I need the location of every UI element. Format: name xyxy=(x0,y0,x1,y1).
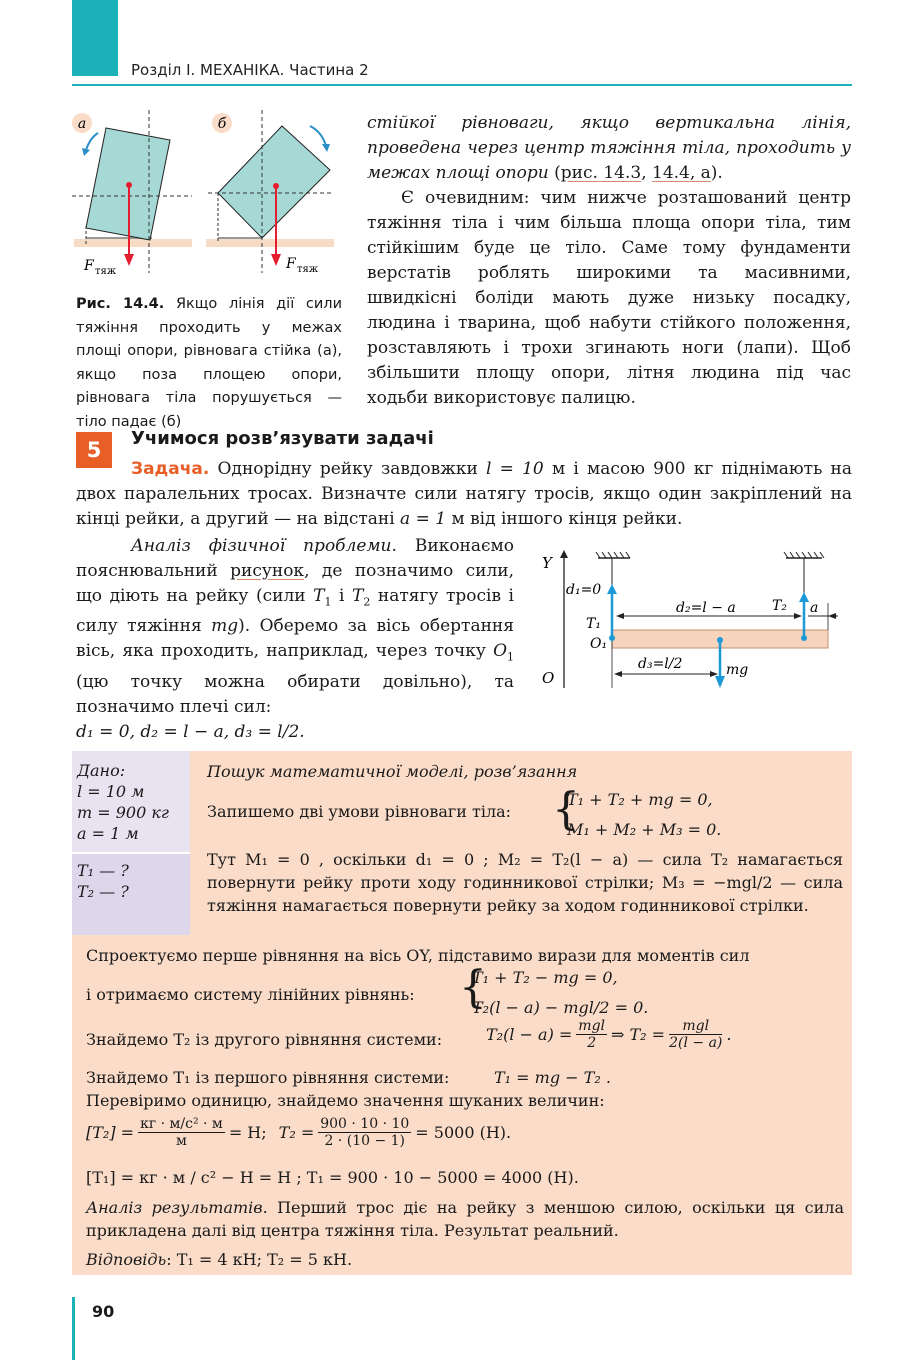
equilibrium-eq-2: M₁ + M₂ + M₃ = 0. xyxy=(567,820,722,839)
moments-text: Тут M₁ = 0 , оскільки d₁ = 0 ; M₂ = T₂(l − a) — сила T₂ намагається повернути рейку проти ходу годинникової стрілки; M₃ = −mgl/2 — сила тяжіння намагається повернути рейку за ходом годинникової стрілки. xyxy=(207,850,843,915)
ground-b xyxy=(206,239,334,247)
header-rule xyxy=(72,84,852,86)
caption-label: Рис. 14.4. xyxy=(76,296,165,312)
chapter-tab xyxy=(72,0,118,76)
T1-label: T₁ xyxy=(586,616,601,632)
origin-label: O xyxy=(542,669,555,687)
figure-caption xyxy=(76,293,342,435)
tension-1-arrow xyxy=(607,584,617,594)
page-number: 90 xyxy=(92,1302,115,1321)
find-list xyxy=(77,860,187,902)
given-a: a = 1 м xyxy=(77,824,139,843)
a-label: a xyxy=(810,600,819,616)
arms-expression: d₁ = 0, d₂ = l − a, d₃ = l/2. xyxy=(76,721,305,742)
rotation-arrow-b xyxy=(322,144,330,152)
obvious-paragraph: Є очевидним: чим нижче розташований центр тяжіння тіла і чим більша площа опори тіла, тим стійкішим буде це тіло. Саме тому фундаменти верстатів роблять широкими та масивними, швидкісні боліди мають дуже низьку посадку, людина і тварина, щоб набути стійкого положення, розставляють і трохи згинають ноги (лапи). Щоб збільшити площу опори, літня людина під час ходьби використовує палицю. xyxy=(367,188,851,408)
units-T2: [T₂] = $\frac{\text{кг · м/с² · м}}{м}$ = Н; T₂ = $\frac{900 \cdot 10 \cdot 10}{2 \cdot (10 - 1)}$ = 5000 (Н). xyxy=(86,1116,512,1149)
mg-label: mg xyxy=(726,662,749,678)
task-label: Задача. xyxy=(131,459,210,479)
svg-text:тяж: тяж xyxy=(297,264,319,275)
task-text: Задача. Однорідну рейку завдовжки l = 10 м і масою 900 кг піднімають на двох паралельних тросах. Визначте сили натягу тросів, якщо один закріплений на кінці рейки, а другий — на відстані a = 1 м від іншого кінця рейки. xyxy=(76,459,853,529)
equilibrium-eq-1: T₁ + T₂ + mg = 0, xyxy=(567,790,713,809)
ref-drawing[interactable]: рисунок xyxy=(230,561,305,581)
gravity-arrow xyxy=(715,676,725,688)
svg-text:F: F xyxy=(84,258,94,274)
page-bar xyxy=(72,1297,75,1360)
T2-label: T₂ xyxy=(772,598,787,614)
d2-label: d₂=l − a xyxy=(676,600,736,616)
T1-expression: T₁ = mg − T₂ . xyxy=(494,1068,611,1087)
ref-fig-14-3[interactable]: рис. 14.3 xyxy=(560,163,642,183)
find-T2: T₂ — ? xyxy=(77,882,129,901)
figure-14-4 xyxy=(72,108,344,288)
find-T2-text: Знайдемо T₂ із другого рівняння системи: xyxy=(86,1030,443,1049)
find-T1: T₁ — ? xyxy=(77,861,129,880)
label-a: а xyxy=(77,116,87,132)
system-intro: і отримаємо систему лінійних рівнянь: xyxy=(86,985,415,1004)
svg-text:F: F xyxy=(286,256,296,272)
system-eq-1: T₁ + T₂ − mg = 0, xyxy=(472,968,618,987)
O1-label: O₁ xyxy=(590,636,608,652)
y-axis-label: Y xyxy=(542,554,552,572)
check-text: Перевіримо одиницю, знайдемо значення шуканих величин: xyxy=(86,1091,605,1110)
units-T1: [T₁] = кг · м / с² − Н = Н ; T₁ = 900 · 10 − 5000 = 4000 (Н). xyxy=(86,1168,579,1187)
running-header: Розділ I. МЕХАНІКА. Частина 2 xyxy=(131,61,369,79)
label-b: б xyxy=(217,116,227,132)
answer: Відповідь: T₁ = 4 кН; T₂ = 5 кН. xyxy=(86,1250,353,1269)
caption-text: Якщо лінія дії сили тяжіння проходить у межах площі опори, рівновага стійка (а), якщо поза площею опори, рівновага тіла порушується — тіло падає (б) xyxy=(76,296,342,430)
ref-fig-14-4[interactable]: 14.4, а xyxy=(652,163,711,183)
given-l: l = 10 м xyxy=(77,782,145,801)
result-analysis: Аналіз результатів. Перший трос діє на рейку з меншою силою, оскільки ця сила прикладена далі від центра тяжіння тіла. Результат реальний. xyxy=(86,1198,844,1240)
given-m: m = 900 кг xyxy=(77,803,170,822)
d3-label: d₃=l/2 xyxy=(638,656,683,672)
stability-rule: стійкої рівноваги, якщо вертикальна лінія, проведена через центр тяжіння тіла, проходить у межах площі опори xyxy=(367,113,851,183)
analysis-paragraph: Аналіз фізичної проблеми. Виконаємо пояснювальний рисунок, де позначимо сили, що діють на рейку (сили $T_1$ і $T_2$ натягу тросів і силу тяжіння mg). Оберемо за вісь обертання вісь, яка проходить, наприклад, через точку $O_1$ (цю точку можна обирати довільно), та позначимо плечі сил: d₁ = 0, d₂ = l − a, d₃ = l/2. xyxy=(76,536,514,742)
solution-title: Пошук математичної моделі, розв’язання xyxy=(207,762,578,781)
section-number-badge: 5 xyxy=(76,432,112,468)
stability-paragraph: стійкої рівноваги, якщо вертикальна лінія, проведена через центр тяжіння тіла, проходить у межах площі опори (рис. 14.3, 14.4, а). Є очевидним: чим нижче розташований центр тяжіння тіла і чим більша площа опори тіла, тим стійкішим буде це тіло. Саме тому фундаменти верстатів роблять широкими та масивними, швидкісні боліди мають дуже низьку посадку, людина і тварина, щоб набути стійкого положення, розставляють і трохи згинають ноги (лапи). Щоб збільшити площу опори, літня людина під час ходьби використовує палицю. xyxy=(367,111,851,411)
block-b xyxy=(218,126,330,238)
d1-label: d₁=0 xyxy=(566,582,602,598)
rotation-arrow-a xyxy=(82,148,90,156)
T2-derivation: T₂(l − a) = $\frac{\text{mgl}}{2}$ ⇒ T₂ = $\frac{\text{mgl}}{2(l - a)}$ . xyxy=(486,1018,732,1051)
equilibrium-intro: Запишемо дві умови рівноваги тіла: xyxy=(207,802,512,821)
given-title: Дано: xyxy=(77,761,126,780)
force-arrow-b xyxy=(271,254,281,266)
svg-text:тяж: тяж xyxy=(95,266,117,277)
rail-diagram xyxy=(538,548,838,698)
system-eq-2: T₂(l − a) − mgl/2 = 0. xyxy=(472,998,649,1017)
given-list xyxy=(77,760,187,844)
tension-2-arrow xyxy=(799,592,809,602)
ground-a xyxy=(74,239,192,247)
section-title: Учимося розв’язувати задачі xyxy=(131,428,434,449)
force-arrow-a xyxy=(124,254,134,266)
project-text: Спроектуємо перше рівняння на вісь OY, підставимо вирази для моментів сил xyxy=(86,946,750,965)
find-T1-text: Знайдемо T₁ із першого рівняння системи: xyxy=(86,1068,450,1087)
